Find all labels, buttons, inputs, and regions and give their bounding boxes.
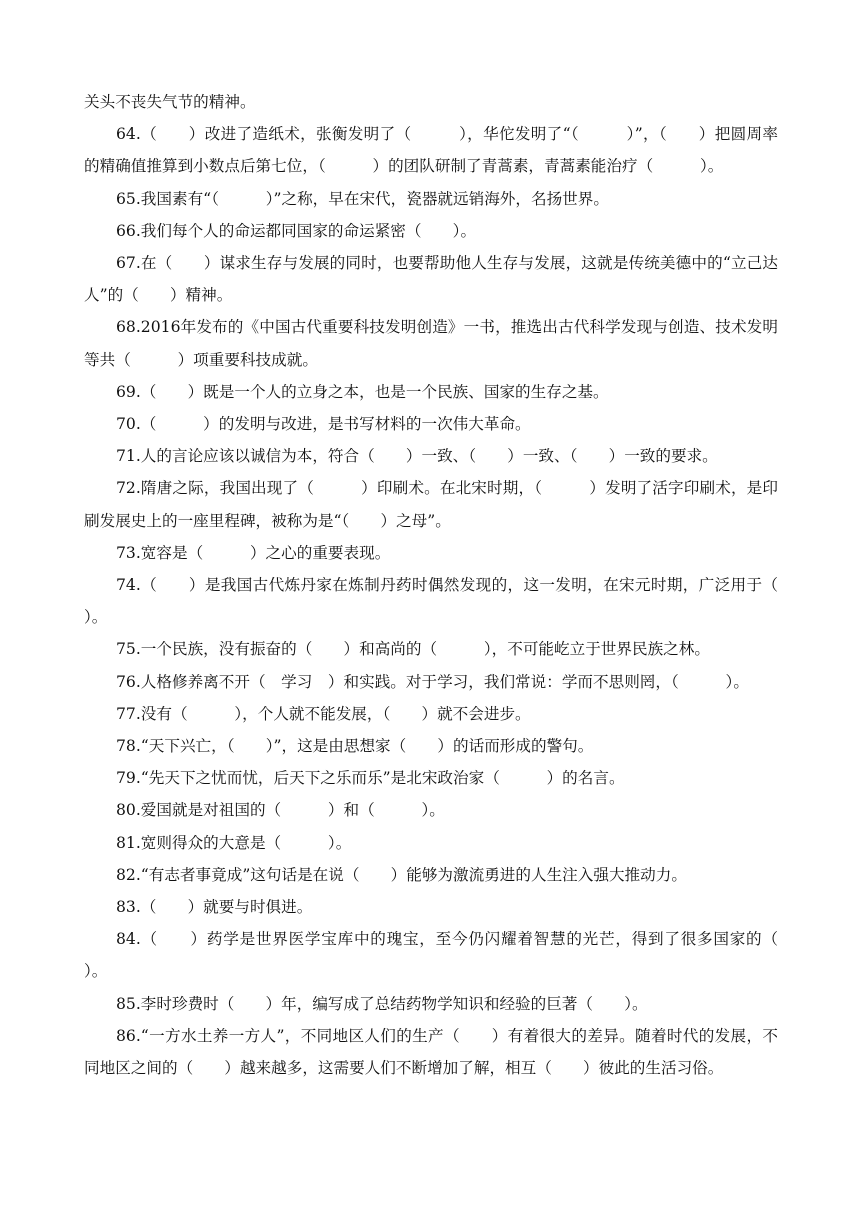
question-item: 74.（ ）是我国古代炼丹家在炼制丹药时偶然发现的，这一发明，在宋元时期，广泛用于（ ）。: [84, 576, 810, 627]
question-item: 65.我国素有“（ ）”之称，早在宋代，瓷器就远销海外，名扬世界。: [116, 189, 609, 208]
question-item: 72.隋唐之际，我国出现了（ ）印刷术。在北宋时期，（ ）发明了活字印刷术，是印刷发展史上的一座里程碑，被称为是“（ ）之母”。: [84, 479, 778, 530]
question-item: 73.宽容是（ ）之心的重要表现。: [116, 543, 391, 562]
question-item: 78.“天下兴亡，（ ）”，这是由思想家（ ）的话而形成的警句。: [116, 737, 594, 756]
question-item: 84.（ ）药学是世界医学宝库中的瑰宝，至今仍闪耀着智慧的光芒，得到了很多国家的（ ）。: [84, 930, 810, 981]
question-item: 67.在（ ）谋求生存与发展的同时，也要帮助他人生存与发展，这就是传统美德中的“立己达人”的（ ）精神。: [84, 254, 778, 305]
question-item: 76.人格修养离不开（ 学习 ）和实践。对于学习，我们常说：学而不思则罔，（ ）。: [116, 672, 749, 691]
question-item: 75.一个民族，没有振奋的（ ）和高尚的（ ），不可能屹立于世界民族之林。: [116, 640, 710, 659]
question-item: 71.人的言论应该以诚信为本，符合（ ）一致、（ ）一致、（ ）一致的要求。: [116, 447, 718, 466]
question-item: 79.“先天下之忧而忧，后天下之乐而乐”是北宋政治家（ ）的名言。: [116, 769, 625, 788]
question-item: 70.（ ）的发明与改进，是书写材料的一次伟大革命。: [116, 415, 531, 434]
question-item: 82.“有志者事竟成”这句话是在说（ ）能够为激流勇进的人生注入强大推动力。: [116, 865, 687, 884]
question-item: 64.（ ）改进了造纸术，张衡发明了（ ），华佗发明了“（ ）”，（ ）把圆周率的精确值推算到小数点后第七位，（ ）的团队研制了青蒿素，青蒿素能治疗（ ）。: [84, 125, 778, 176]
question-item: 80.爱国就是对祖国的（ ）和（ ）。: [116, 801, 445, 820]
question-item: 86.“一方水土养一方人”，不同地区人们的生产（ ）有着很大的差异。随着时代的发展，不同地区之间的（ ）越来越多，这需要人们不断增加了解，相互（ ）彼此的生活习俗。: [84, 1026, 778, 1078]
question-item: 69.（ ）既是一个人的立身之本，也是一个民族、国家的生存之基。: [116, 382, 609, 401]
question-item: 85.李时珍费时（ ）年，编写成了总结药物学知识和经验的巨著（ ）。: [116, 994, 648, 1013]
question-item: 77.没有（ ），个人就不能发展，（ ）就不会进步。: [116, 704, 531, 723]
continued-text: 关头不丧失气节的精神。: [84, 93, 256, 111]
document-body: [84, 86, 810, 1084]
question-item: 83.（ ）就要与时俱进。: [116, 898, 313, 917]
question-item: 81.宽则得众的大意是（ ）。: [116, 833, 352, 852]
question-item: 68.2016年发布的《中国古代重要科技发明创造》一书，推选出古代科学发现与创造、技术发明等共（ ）项重要科技成就。: [84, 318, 778, 369]
question-item: 66.我们每个人的命运都同国家的命运紧密（ ）。: [116, 221, 477, 240]
